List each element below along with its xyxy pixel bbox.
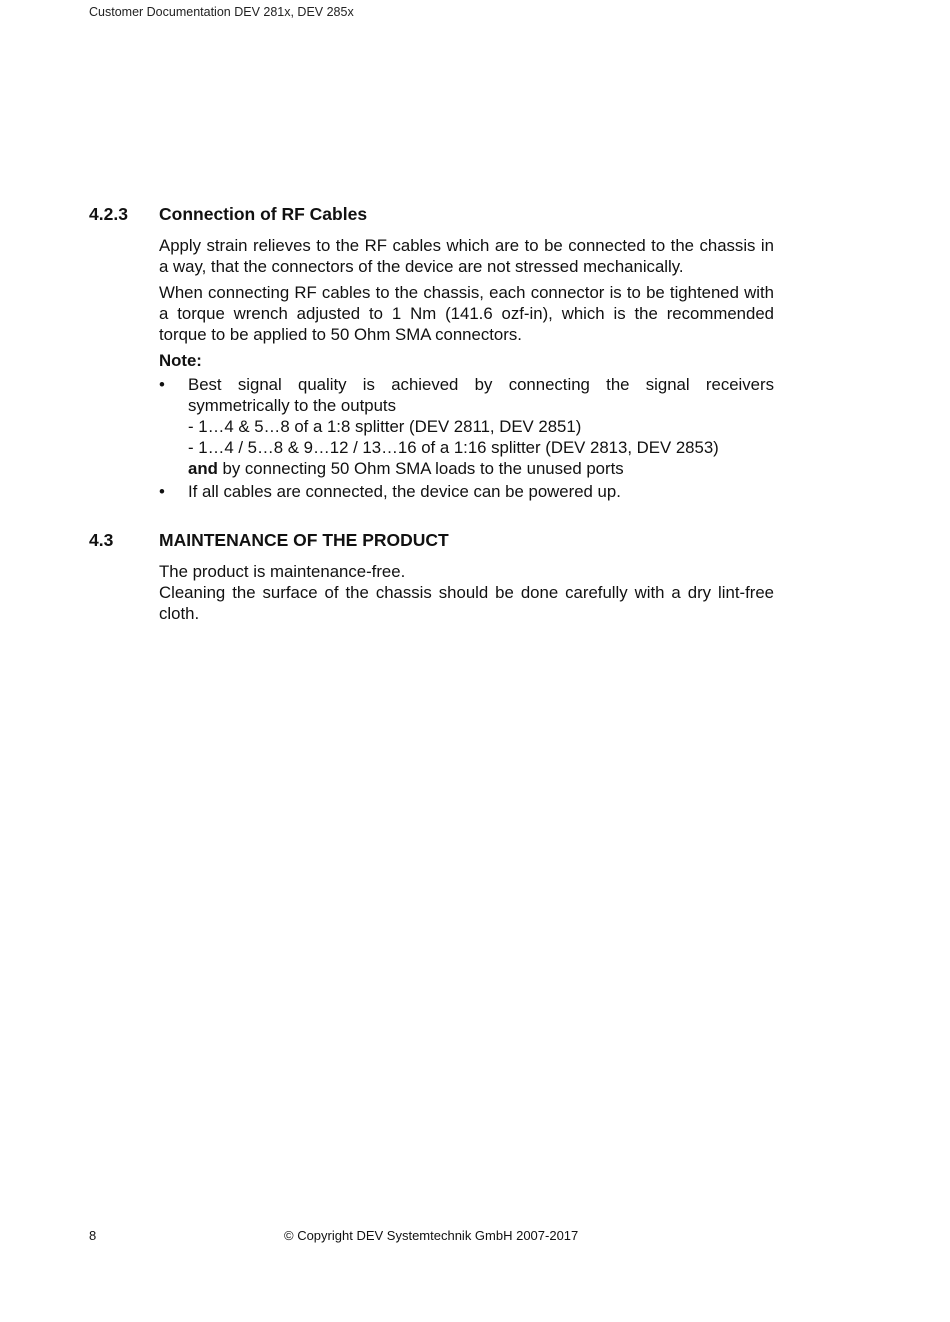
bullet-and-line xyxy=(188,458,774,479)
note-label: Note: xyxy=(159,351,202,370)
and-word: and xyxy=(188,459,218,478)
bullet-intro: Best signal quality is achieved by connecting the signal receivers symmetrically to the outputs xyxy=(188,375,774,415)
list-item xyxy=(159,481,774,502)
section-body-4-3 xyxy=(159,561,774,624)
section-number: 4.3 xyxy=(89,530,114,550)
bullet-icon: • xyxy=(159,482,165,501)
bullet-icon: • xyxy=(159,375,165,394)
section-title: Connection of RF Cables xyxy=(159,204,368,224)
section-number: 4.2.3 xyxy=(89,204,128,224)
and-rest: by connecting 50 Ohm SMA loads to the unused ports xyxy=(217,459,624,478)
bullet-power-up: If all cables are connected, the device can be powered up. xyxy=(188,482,621,501)
paragraph-maintenance-free: The product is maintenance-free. xyxy=(159,562,406,581)
list-item xyxy=(159,374,774,479)
sub-item-1-16-splitter: - 1…4 / 5…8 & 9…12 / 13…16 of a 1:16 splitter (DEV 2813, DEV 2853) xyxy=(188,438,719,457)
paragraph-strain-relief: Apply strain relieves to the RF cables which are to be connected to the chassis in a way, that the connectors of the device are not stressed mechanically. xyxy=(159,236,774,276)
page-number: 8 xyxy=(89,1228,97,1243)
paragraph-cleaning: Cleaning the surface of the chassis should be done carefully with a dry lint-free cloth. xyxy=(159,583,774,623)
section-body-4-2-3 xyxy=(159,235,774,504)
copyright-notice: © Copyright DEV Systemtechnik GmbH 2007-2017 xyxy=(284,1228,579,1243)
sub-item-1-8-splitter: - 1…4 & 5…8 of a 1:8 splitter (DEV 2811, DEV 2851) xyxy=(188,417,582,436)
section-title: MAINTENANCE OF THE PRODUCT xyxy=(159,530,449,550)
page-header: Customer Documentation DEV 281x, DEV 285x xyxy=(89,5,354,19)
paragraph-torque: When connecting RF cables to the chassis, each connector is to be tightened with a torque wrench adjusted to 1 Nm (141.6 ozf-in), which is the recommended torque to be applied to 50 Ohm SMA connectors. xyxy=(159,283,774,344)
